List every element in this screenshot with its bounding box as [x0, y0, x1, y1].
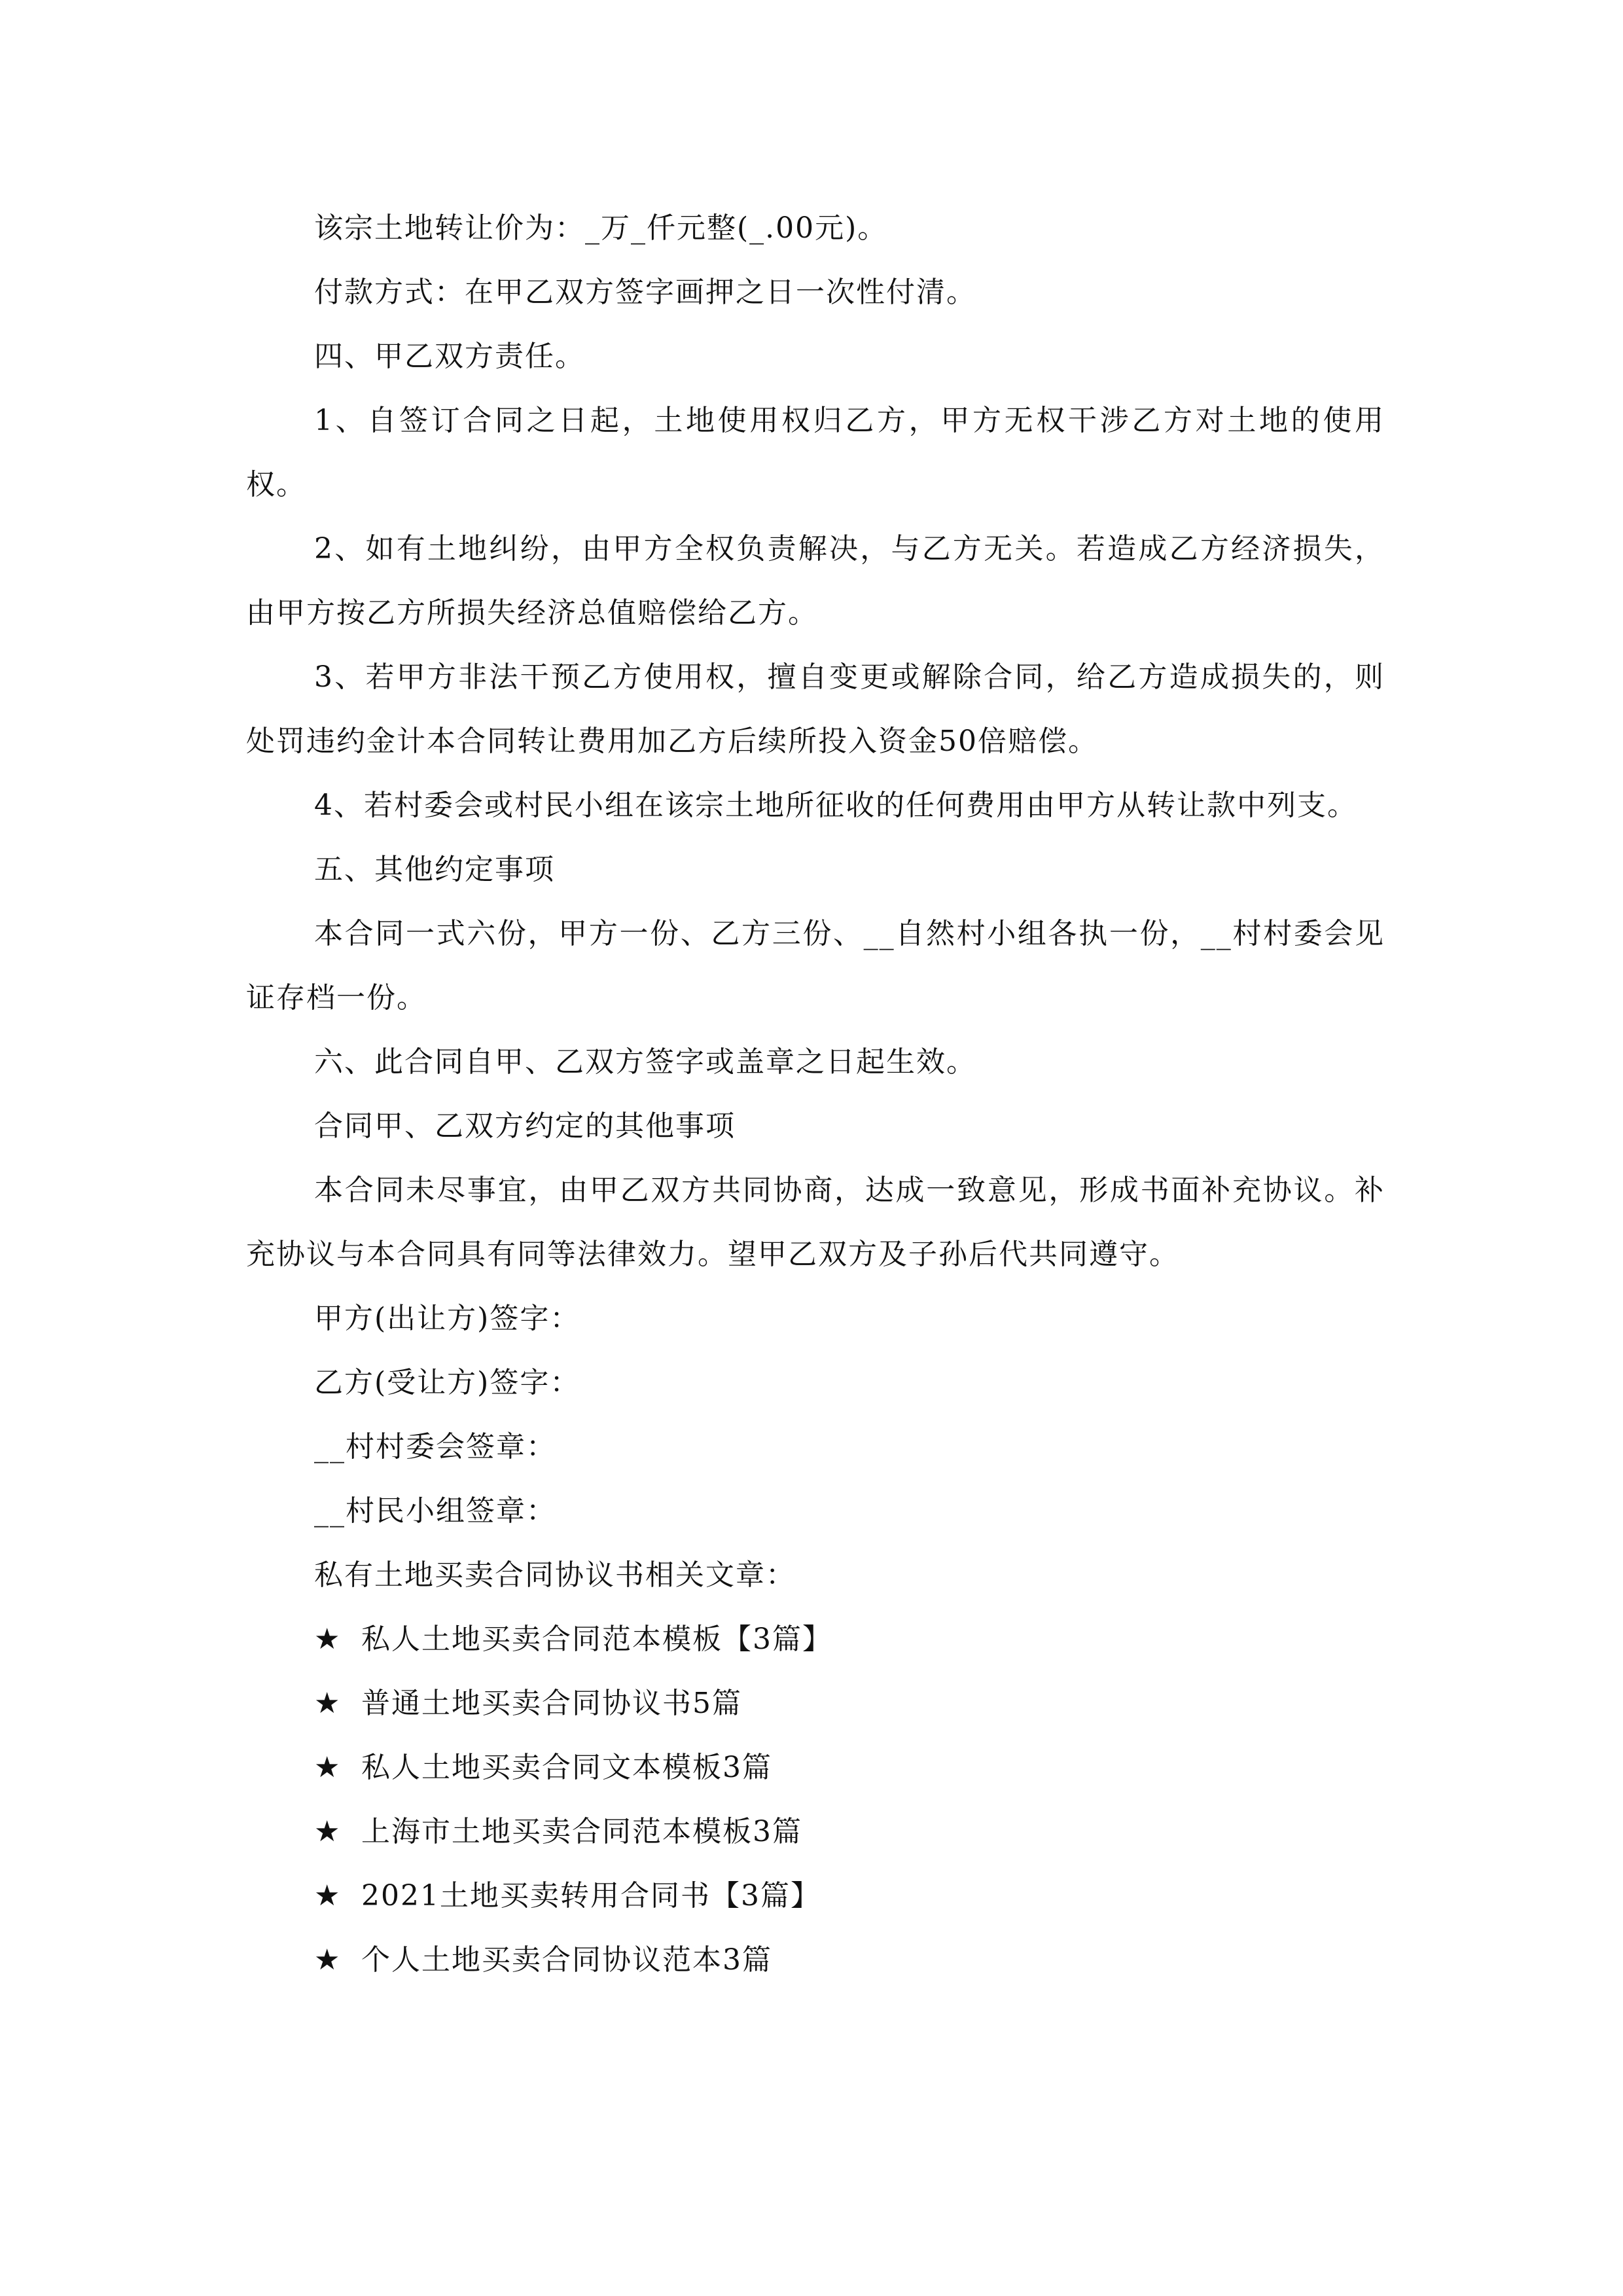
related-article-title: 普通土地买卖合同协议书5篇 — [361, 1687, 742, 1720]
signature-party-b: 乙方(受让方)签字： — [314, 1366, 580, 1399]
paragraph-supplement: 本合同未尽事宜，由甲乙双方共同协商，达成一致意见，形成书面补充协议。补充协议与本合同具有同等法律效力。望甲乙双方及子孙后代共同遵守。 — [246, 1174, 1385, 1271]
related-article-link[interactable] — [246, 1800, 1385, 1864]
section-heading-responsibilities: 四、甲乙双方责任。 — [314, 340, 585, 373]
related-articles-heading: 私有土地买卖合同协议书相关文章： — [314, 1558, 796, 1592]
signature-party-a: 甲方(出让方)签字： — [314, 1302, 580, 1335]
clause-2: 2、如有土地纠纷，由甲方全权负责解决，与乙方无关。若造成乙方经济损失，由甲方按乙方所损失经济总值赔偿给乙方。 — [246, 532, 1385, 630]
related-article-title: 2021土地买卖转用合同书【3篇】 — [361, 1879, 821, 1912]
paragraph-copies: 本合同一式六份，甲方一份、乙方三份、__自然村小组各执一份，__村村委会见证存档一份。 — [246, 917, 1385, 1014]
related-articles-list — [246, 1607, 1385, 1992]
related-article-link[interactable] — [246, 1672, 1385, 1736]
related-article-title: 私人土地买卖合同范本模板【3篇】 — [361, 1623, 832, 1656]
star-icon: ★ — [314, 1687, 342, 1720]
clause-3: 3、若甲方非法干预乙方使用权，擅自变更或解除合同，给乙方造成损失的，则处罚违约金计本合同转让费用加乙方后续所投入资金50倍赔偿。 — [246, 660, 1385, 758]
star-icon: ★ — [314, 1815, 342, 1848]
section-heading-other: 五、其他约定事项 — [314, 853, 555, 886]
signature-villager-group: __村民小组签章： — [314, 1494, 556, 1528]
star-icon: ★ — [314, 1879, 342, 1912]
document-page — [246, 196, 1385, 1992]
star-icon: ★ — [314, 1751, 342, 1784]
paragraph-payment: 付款方式：在甲乙双方签字画押之日一次性付清。 — [314, 276, 976, 309]
related-article-title: 个人土地买卖合同协议范本3篇 — [361, 1943, 772, 1977]
related-article-link[interactable] — [246, 1864, 1385, 1928]
star-icon: ★ — [314, 1943, 342, 1977]
clause-4: 4、若村委会或村民小组在该宗土地所征收的任何费用由甲方从转让款中列支。 — [314, 789, 1357, 822]
related-article-link[interactable] — [246, 1928, 1385, 1992]
clause-1: 1、自签订合同之日起，土地使用权归乙方，甲方无权干涉乙方对土地的使用权。 — [246, 404, 1385, 501]
section-heading-effective: 六、此合同自甲、乙双方签字或盖章之日起生效。 — [314, 1045, 976, 1079]
related-article-link[interactable] — [246, 1607, 1385, 1672]
paragraph-price: 该宗土地转让价为：_万_仟元整(_.00元)。 — [314, 211, 888, 245]
related-article-link[interactable] — [246, 1736, 1385, 1800]
related-article-title: 私人土地买卖合同文本模板3篇 — [361, 1751, 772, 1784]
signature-village-committee: __村村委会签章： — [314, 1430, 556, 1463]
paragraph-other-matters: 合同甲、乙双方约定的其他事项 — [314, 1109, 736, 1143]
related-article-title: 上海市土地买卖合同范本模板3篇 — [361, 1815, 802, 1848]
star-icon: ★ — [314, 1623, 342, 1656]
